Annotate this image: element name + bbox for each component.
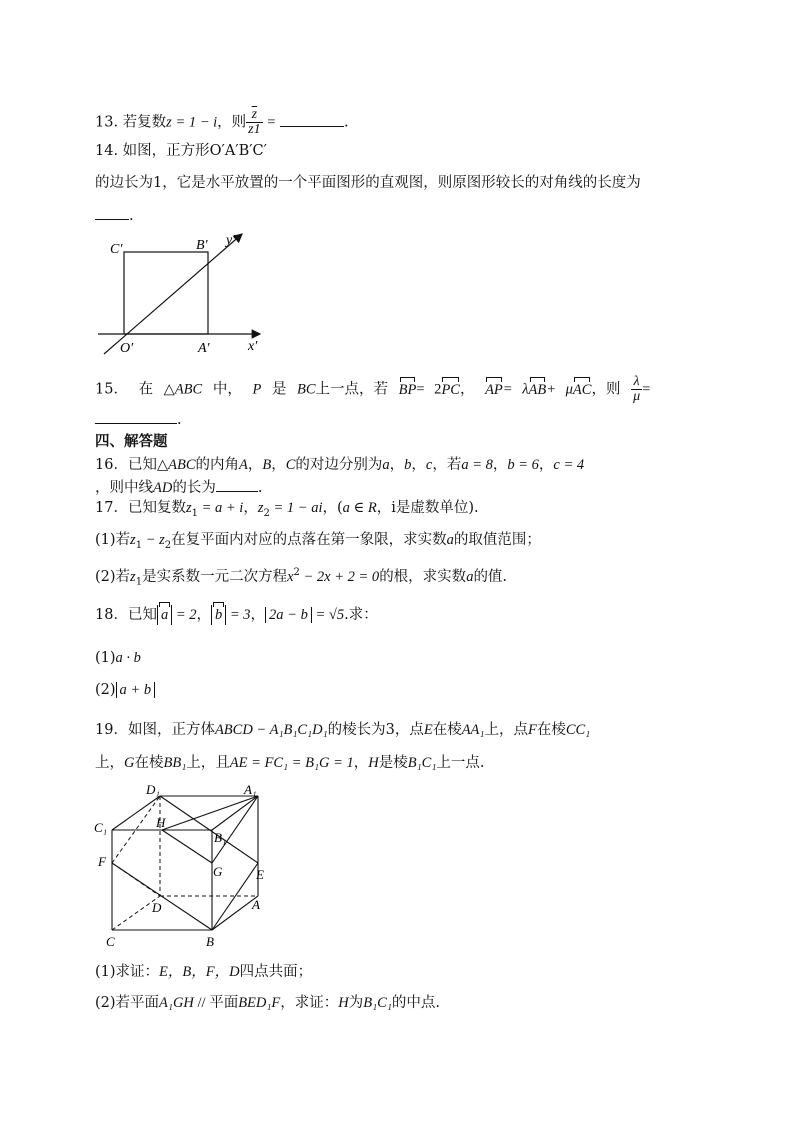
question-19-part2: (2)若平面A₁GH // 平面BED₁F，求证：H为B₁C₁的中点. <box>95 995 441 1011</box>
question-15-blank-line: . <box>95 409 182 430</box>
label-c: C′ <box>110 242 123 257</box>
svg-text:C₁: C₁ <box>94 820 108 835</box>
q14-figure <box>92 226 272 358</box>
label-o: O′ <box>120 341 134 356</box>
label-b: B′ <box>196 238 208 253</box>
answer-blank <box>280 112 344 127</box>
question-16-line1: 16．已知△ABC的内角A，B，C的对边分别为a，b，c，若a = 8，b = 6，c = 4 <box>95 457 585 473</box>
svg-text:D: D <box>152 900 162 915</box>
svg-text:D₁: D₁ <box>146 782 160 797</box>
fraction: $\frac{\lambda}{\mu}$ <box>633 374 641 404</box>
question-14-line1: 14. 如图，正方形O′A′B′C′ <box>95 143 267 159</box>
svg-text:G: G <box>213 864 223 879</box>
answer-blank <box>95 205 129 220</box>
question-19-line1: 19．如图，正方体ABCD − A₁B₁C₁D₁的棱长为3，点E在棱AA₁上，点F在棱CC₁ <box>95 722 591 738</box>
question-17: 17．已知复数$z_1 = a + i$，$z_2 = 1$ − ai，(a ∈ R，i是虚数单位). <box>95 500 479 519</box>
question-18: 18．已知 a = 2， b = 3， 2a − b = √5.求： <box>95 607 378 623</box>
svg-text:H: H <box>156 815 166 830</box>
svg-text:C: C <box>106 934 115 949</box>
square-oabc <box>124 252 208 334</box>
question-17-part2: (2)若$z_1$是实系数一元二次方程$x^2 - 2x + 2 = 0$的根，求实数a的值. <box>95 567 508 588</box>
question-19-part1: (1)求证：E，B，F，D四点共面； <box>95 964 313 980</box>
answer-blank <box>216 477 258 492</box>
question-16-line2: ，则中线AD的长为 . <box>95 477 262 498</box>
svg-text:B₁: B₁ <box>214 830 227 845</box>
label-a: A′ <box>198 341 210 356</box>
label-x: x′ <box>248 339 258 354</box>
section-heading: 四、解答题 <box>95 434 168 450</box>
question-13: 13. 若复数z = 1 − i，则 $\frac{\overline{z}}{z1}$ = . <box>95 107 349 137</box>
question-18-part2: (2) a + b <box>95 680 155 700</box>
question-19-line2: 上，G在棱BB₁上，且AE = FC₁ = B₁G = 1，H是棱B₁C₁上一点. <box>95 755 485 771</box>
fraction: $\frac{\overline{z}}{z1}$ <box>248 107 261 137</box>
svg-text:B: B <box>206 934 214 949</box>
question-15: 15． 在 △ABC 中， P 是 BC上一点，若 BP= 2PC， AP= λAB+ μAC，则 $\frac{\lambda}{\mu}$ = <box>95 374 651 404</box>
svg-text:F: F <box>98 854 106 869</box>
answer-blank <box>95 409 177 424</box>
svg-text:A₁: A₁ <box>244 782 257 797</box>
question-14-line3: . <box>95 205 134 226</box>
svg-text:E: E <box>256 867 264 882</box>
label-y: y′ <box>226 233 236 248</box>
question-17-part1: (1)若$z_1 - z_2$在复平面内对应的点落在第一象限，求实数a的取值范围； <box>95 532 541 551</box>
q19-cube-figure <box>92 782 282 952</box>
question-18-part1: (1)a · b <box>95 650 141 666</box>
svg-text:A: A <box>252 897 260 912</box>
question-14-line2: 的边长为1，它是水平放置的一个平面图形的直观图，则原图形较长的对角线的长度为 <box>95 175 641 191</box>
